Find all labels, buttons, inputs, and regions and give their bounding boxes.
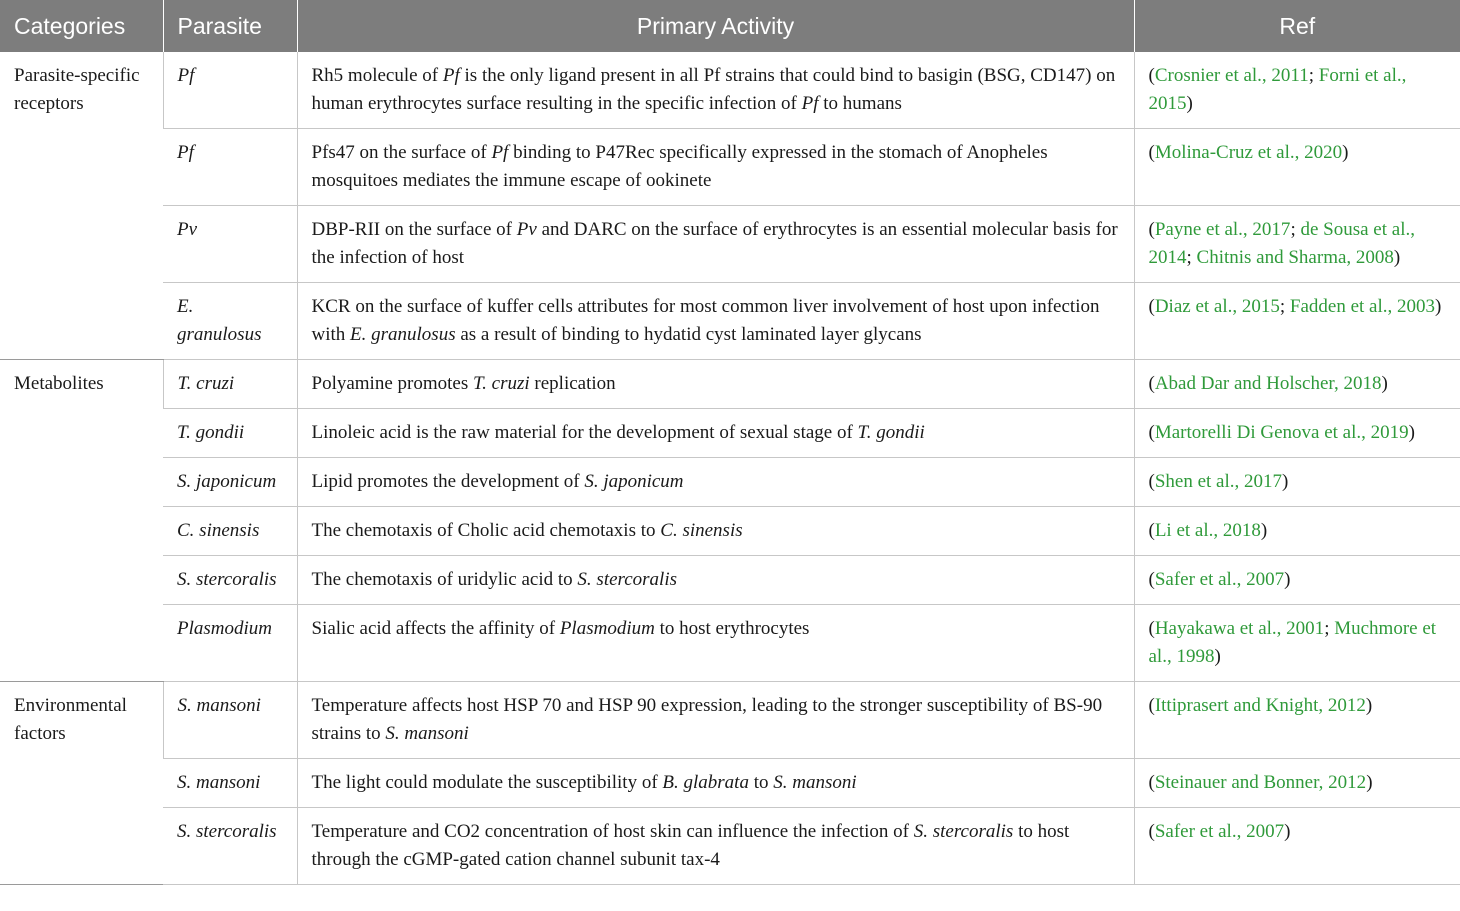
ref-cell: (Crosnier et al., 2011; Forni et al., 2015) bbox=[1134, 52, 1460, 129]
table-row bbox=[0, 129, 1460, 206]
italic-term: B. glabrata bbox=[662, 772, 749, 793]
italic-term: Plasmodium bbox=[559, 618, 655, 639]
ref-cell: (Safer et al., 2007) bbox=[1134, 556, 1460, 605]
activity-cell bbox=[297, 759, 1134, 808]
parasite-cell: Plasmodium bbox=[163, 605, 297, 682]
reference-link[interactable]: Forni et al., 2015 bbox=[1148, 65, 1407, 114]
activity-text: Pfs47 on the surface of bbox=[311, 142, 492, 163]
activity-text: replication bbox=[529, 373, 616, 394]
parasite-cell: S. stercoralis bbox=[163, 556, 297, 605]
activity-text: KCR on the surface of kuffer cells attributes for most common liver involvement of host upon infection with bbox=[311, 296, 1100, 345]
parasite-cell: S. stercoralis bbox=[163, 808, 297, 885]
activity-cell bbox=[297, 605, 1134, 682]
table-row bbox=[0, 283, 1460, 360]
activity-cell bbox=[297, 283, 1134, 360]
ref-cell: (Payne et al., 2017; de Sousa et al., 2014; Chitnis and Sharma, 2008) bbox=[1134, 206, 1460, 283]
ref-cell: (Li et al., 2018) bbox=[1134, 507, 1460, 556]
ref-cell: (Martorelli Di Genova et al., 2019) bbox=[1134, 409, 1460, 458]
reference-link[interactable]: Chitnis and Sharma, 2008 bbox=[1196, 247, 1394, 268]
header-parasite: Parasite bbox=[163, 0, 297, 52]
header-row bbox=[0, 0, 1460, 52]
activity-cell bbox=[297, 556, 1134, 605]
activity-text: to humans bbox=[818, 93, 902, 114]
ref-cell: (Ittiprasert and Knight, 2012) bbox=[1134, 682, 1460, 759]
category-cell: Parasite-specific receptors bbox=[0, 52, 163, 360]
parasite-cell: C. sinensis bbox=[163, 507, 297, 556]
reference-link[interactable]: Martorelli Di Genova et al., 2019 bbox=[1154, 422, 1409, 443]
activity-text: DBP-RII on the surface of bbox=[311, 219, 517, 240]
activity-text: Sialic acid affects the affinity of bbox=[311, 618, 560, 639]
header-categories: Categories bbox=[0, 0, 163, 52]
activity-text: The light could modulate the susceptibility of bbox=[311, 772, 663, 793]
activity-text: to host erythrocytes bbox=[654, 618, 810, 639]
ref-cell: (Shen et al., 2017) bbox=[1134, 458, 1460, 507]
activity-text: Polyamine promotes bbox=[311, 373, 473, 394]
parasite-cell: S. japonicum bbox=[163, 458, 297, 507]
parasite-cell: E. granulosus bbox=[163, 283, 297, 360]
ref-cell: (Abad Dar and Holscher, 2018) bbox=[1134, 360, 1460, 409]
activity-text: to bbox=[748, 772, 774, 793]
reference-link[interactable]: Ittiprasert and Knight, 2012 bbox=[1154, 695, 1366, 716]
activity-text: and DARC on the surface of erythrocytes is an essential molecular basis for the infection of host bbox=[311, 219, 1118, 268]
italic-term: S. mansoni bbox=[385, 723, 469, 744]
italic-term: Pv bbox=[516, 219, 537, 240]
italic-term: T. cruzi bbox=[472, 373, 530, 394]
activity-text: The chemotaxis of Cholic acid chemotaxis to bbox=[311, 520, 661, 541]
ref-cell: (Steinauer and Bonner, 2012) bbox=[1134, 759, 1460, 808]
table-row bbox=[0, 808, 1460, 885]
reference-link[interactable]: Li et al., 2018 bbox=[1154, 520, 1261, 541]
reference-link[interactable]: Safer et al., 2007 bbox=[1154, 821, 1285, 842]
activity-text: as a result of binding to hydatid cyst laminated layer glycans bbox=[455, 324, 922, 345]
italic-term: Pf bbox=[491, 142, 509, 163]
activity-text: Lipid promotes the development of bbox=[311, 471, 585, 492]
italic-term: C. sinensis bbox=[660, 520, 743, 541]
italic-term: S. stercoralis bbox=[577, 569, 677, 590]
reference-link[interactable]: Fadden et al., 2003 bbox=[1289, 296, 1436, 317]
table-row bbox=[0, 409, 1460, 458]
activity-cell bbox=[297, 409, 1134, 458]
table-header bbox=[0, 0, 1460, 52]
table-row bbox=[0, 458, 1460, 507]
italic-term: S. mansoni bbox=[773, 772, 857, 793]
table-row bbox=[0, 360, 1460, 409]
reference-link[interactable]: Diaz et al., 2015 bbox=[1154, 296, 1280, 317]
header-ref: Ref bbox=[1134, 0, 1460, 52]
table-row bbox=[0, 759, 1460, 808]
category-cell: Environmental factors bbox=[0, 682, 163, 885]
activity-cell bbox=[297, 129, 1134, 206]
activity-cell bbox=[297, 808, 1134, 885]
activity-cell bbox=[297, 52, 1134, 129]
category-cell: Metabolites bbox=[0, 360, 163, 682]
italic-term: T. gondii bbox=[857, 422, 925, 443]
activity-text: The chemotaxis of uridylic acid to bbox=[311, 569, 578, 590]
reference-link[interactable]: Crosnier et al., 2011 bbox=[1154, 65, 1309, 86]
reference-link[interactable]: Payne et al., 2017 bbox=[1154, 219, 1291, 240]
activity-text: is the only ligand present in all Pf strains that could bind to basigin (BSG, CD147) on human erythrocytes surface resulting in the specific infection of bbox=[311, 65, 1116, 114]
reference-link[interactable]: Shen et al., 2017 bbox=[1154, 471, 1283, 492]
table-row bbox=[0, 556, 1460, 605]
reference-link[interactable]: Steinauer and Bonner, 2012 bbox=[1154, 772, 1367, 793]
activity-cell bbox=[297, 507, 1134, 556]
table-row bbox=[0, 507, 1460, 556]
italic-term: S. japonicum bbox=[584, 471, 684, 492]
parasite-cell: Pf bbox=[163, 129, 297, 206]
reference-link[interactable]: Muchmore et al., 1998 bbox=[1148, 618, 1437, 667]
reference-link[interactable]: Safer et al., 2007 bbox=[1154, 569, 1285, 590]
table-row bbox=[0, 52, 1460, 129]
table-row bbox=[0, 206, 1460, 283]
reference-link[interactable]: Hayakawa et al., 2001 bbox=[1154, 618, 1325, 639]
reference-link[interactable]: Molina-Cruz et al., 2020 bbox=[1154, 142, 1343, 163]
activity-text: to host through the cGMP-gated cation channel subunit tax-4 bbox=[311, 821, 1070, 870]
italic-term: Pf bbox=[801, 93, 819, 114]
table-body bbox=[0, 52, 1460, 885]
italic-term: Pf bbox=[442, 65, 460, 86]
ref-cell: (Molina-Cruz et al., 2020) bbox=[1134, 129, 1460, 206]
italic-term: S. stercoralis bbox=[913, 821, 1014, 842]
reference-link[interactable]: Abad Dar and Holscher, 2018 bbox=[1154, 373, 1382, 394]
activity-text: Temperature and CO2 concentration of host skin can influence the infection of bbox=[311, 821, 914, 842]
parasite-cell: Pv bbox=[163, 206, 297, 283]
ref-cell: (Diaz et al., 2015; Fadden et al., 2003) bbox=[1134, 283, 1460, 360]
parasite-cell: S. mansoni bbox=[163, 759, 297, 808]
activity-text: Linoleic acid is the raw material for the development of sexual stage of bbox=[311, 422, 858, 443]
activity-text: Temperature affects host HSP 70 and HSP 90 expression, leading to the stronger susceptibility of BS-90 strains to bbox=[311, 695, 1103, 744]
table-row bbox=[0, 682, 1460, 759]
header-primary-activity: Primary Activity bbox=[297, 0, 1134, 52]
activity-cell bbox=[297, 458, 1134, 507]
ref-cell: (Safer et al., 2007) bbox=[1134, 808, 1460, 885]
table-row bbox=[0, 605, 1460, 682]
activity-cell bbox=[297, 682, 1134, 759]
parasite-cell: Pf bbox=[163, 52, 297, 129]
activity-cell bbox=[297, 206, 1134, 283]
italic-term: E. granulosus bbox=[350, 324, 456, 345]
activity-text: Rh5 molecule of bbox=[311, 65, 443, 86]
parasite-cell: S. mansoni bbox=[163, 682, 297, 759]
parasite-cell: T. gondii bbox=[163, 409, 297, 458]
activity-text: binding to P47Rec specifically expressed in the stomach of Anopheles mosquitoes mediates the immune escape of ookinete bbox=[311, 142, 1048, 191]
reference-link[interactable]: de Sousa et al., 2014 bbox=[1148, 219, 1415, 268]
ref-cell: (Hayakawa et al., 2001; Muchmore et al., 1998) bbox=[1134, 605, 1460, 682]
parasite-cell: T. cruzi bbox=[163, 360, 297, 409]
activity-cell bbox=[297, 360, 1134, 409]
